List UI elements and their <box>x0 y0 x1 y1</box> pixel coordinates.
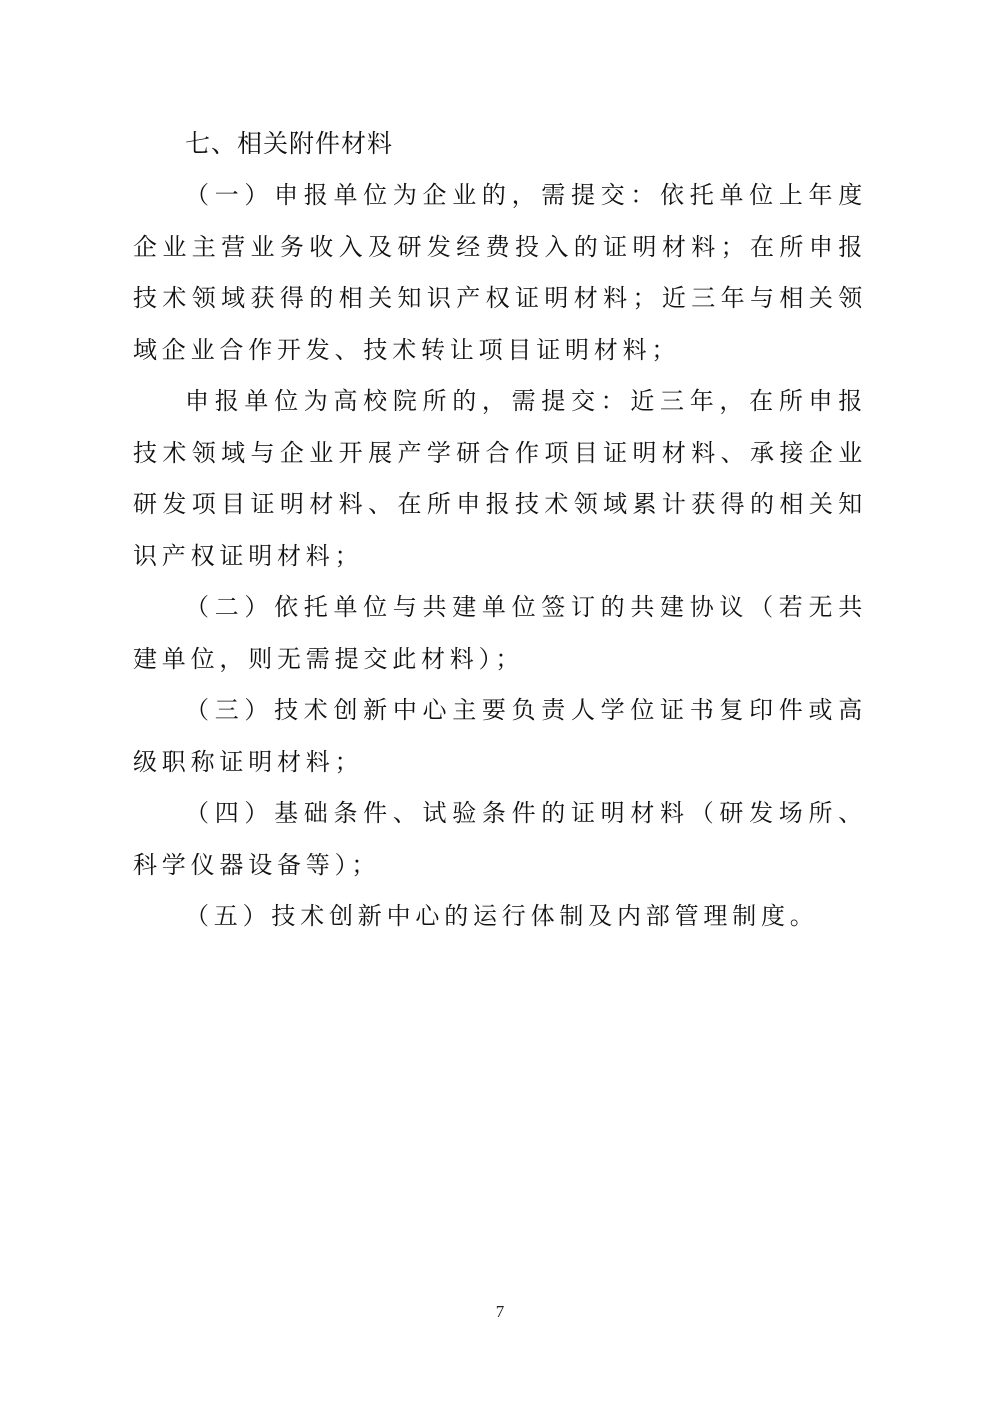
paragraph-item-3: （三）技术创新中心主要负责人学位证书复印件或高级职称证明材料； <box>133 696 867 776</box>
item-1b-emphasis: 高校院所 <box>333 387 453 415</box>
item-1b-suffix: 的，需提交：近三年，在所申报技术领域与企业开展产学研合作项目证明材料、承接企业研发项目证明材料、在所申报技术领域累计获得的相关知识产权证明材料； <box>133 387 867 570</box>
paragraph-item-1b <box>133 376 867 582</box>
paragraph-item-4: （四）基础条件、试验条件的证明材料（研发场所、科学仪器设备等）； <box>133 799 867 879</box>
item-1b-prefix: 申报单位为 <box>185 387 334 415</box>
section-heading: 七、相关附件材料 <box>185 129 394 158</box>
document-body <box>133 118 867 943</box>
paragraph-item-2: （二）依托单位与共建单位签订的共建协议（若无共建单位，则无需提交此材料）； <box>133 593 867 673</box>
item-1-emphasis: 企业 <box>422 181 482 209</box>
paragraph-item-1 <box>133 170 867 376</box>
item-1-prefix: （一）申报单位为 <box>185 181 423 209</box>
item-1-suffix: 的，需提交：依托单位上年度企业主营业务收入及研发经费投入的证明材料；在所申报技术领域获得的相关知识产权证明材料；近三年与相关领域企业合作开发、技术转让项目证明材料； <box>133 181 867 364</box>
paragraph-item-5: （五）技术创新中心的运行体制及内部管理制度。 <box>185 902 819 930</box>
page-number: 7 <box>495 1302 505 1321</box>
